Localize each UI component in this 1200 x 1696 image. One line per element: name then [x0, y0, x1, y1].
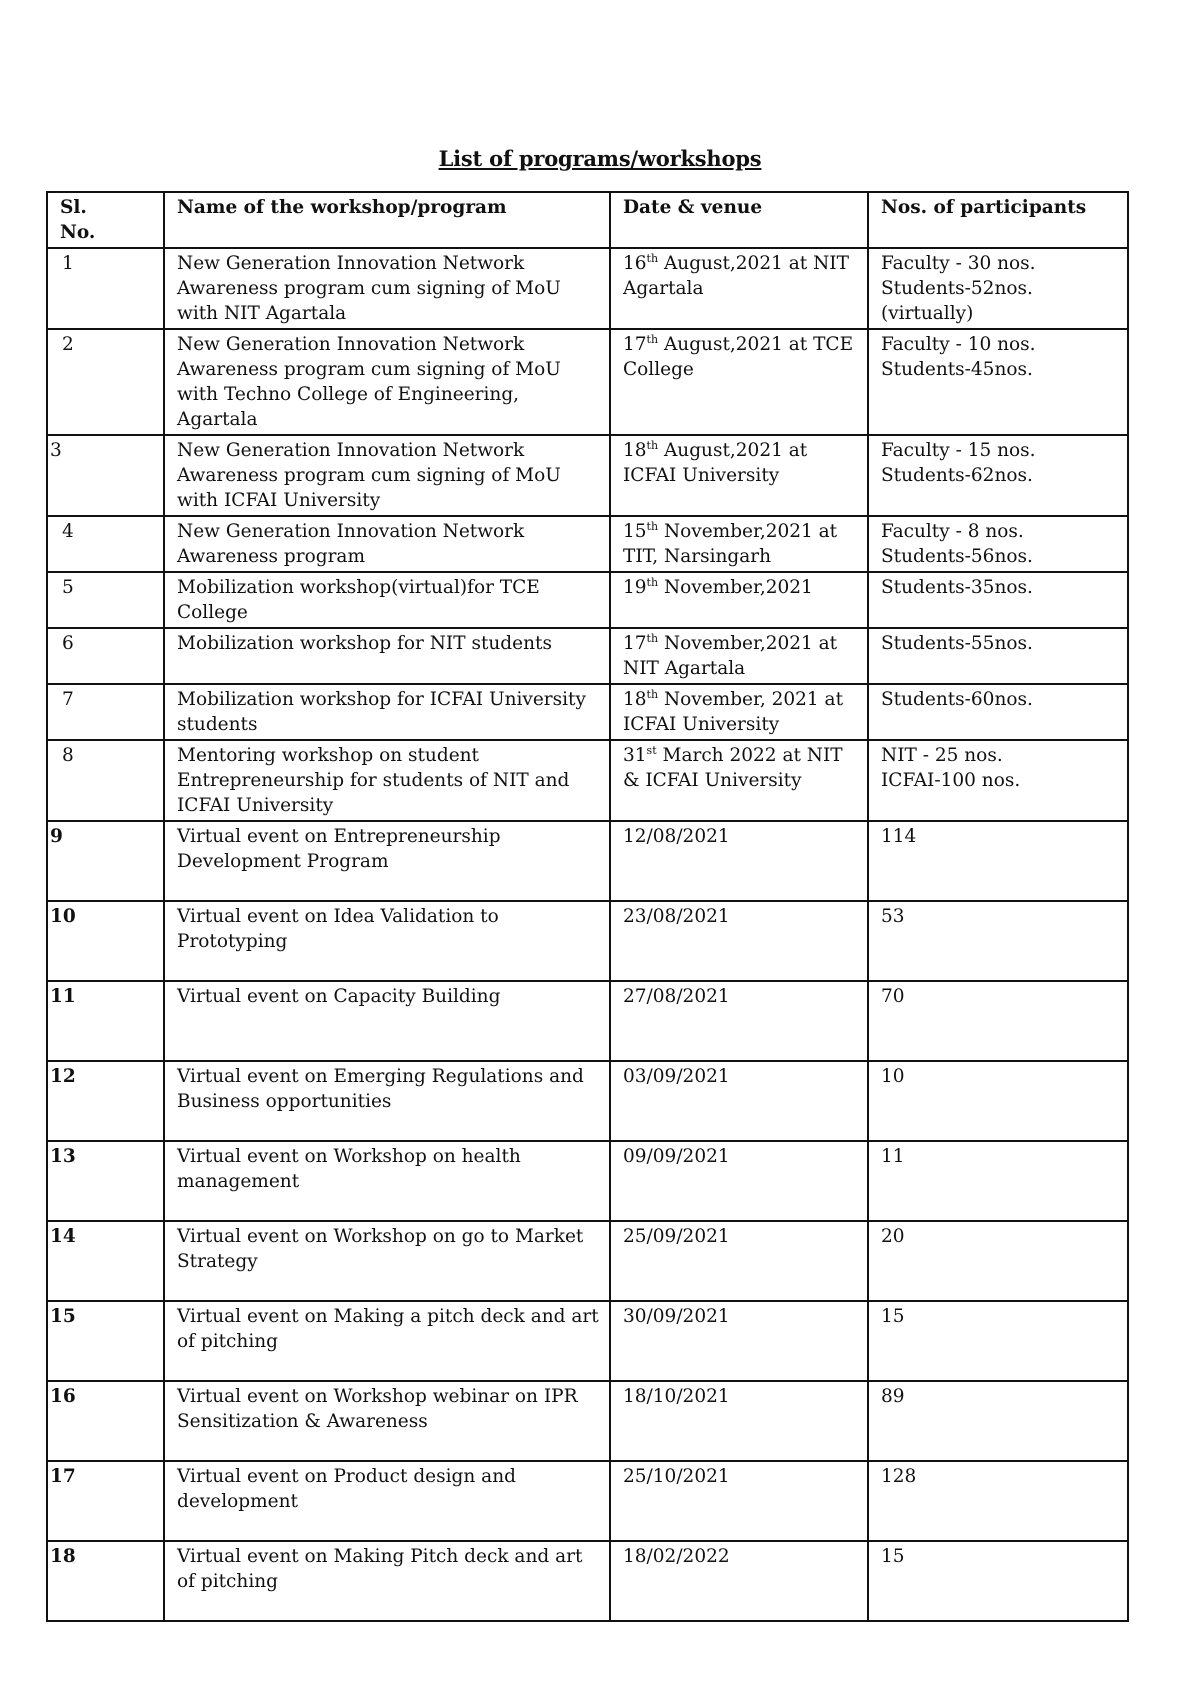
table-row — [47, 1381, 1128, 1461]
participants: Faculty - 30 nos. Students-52nos. (virtually) — [868, 248, 1128, 329]
table-row — [47, 901, 1128, 981]
date-venue: 30/09/2021 — [610, 1301, 868, 1381]
sl-no: 14 — [47, 1221, 164, 1301]
sl-no: 7 — [47, 684, 164, 740]
date-venue: 18/02/2022 — [610, 1541, 868, 1621]
sl-no: 15 — [47, 1301, 164, 1381]
date-venue: 18th November, 2021 at ICFAI University — [610, 684, 868, 740]
table-row — [47, 981, 1128, 1061]
participants: 10 — [868, 1061, 1128, 1141]
date-venue: 18th August,2021 at ICFAI University — [610, 435, 868, 516]
table-row — [47, 740, 1128, 821]
sl-no: 18 — [47, 1541, 164, 1621]
header-date-venue: Date & venue — [610, 192, 868, 248]
participants: Faculty - 15 nos. Students-62nos. — [868, 435, 1128, 516]
sl-no: 2 — [47, 329, 164, 435]
program-name: Virtual event on Capacity Building — [164, 981, 610, 1061]
participants: NIT - 25 nos. ICFAI-100 nos. — [868, 740, 1128, 821]
date-venue: 27/08/2021 — [610, 981, 868, 1061]
program-name: Virtual event on Entrepreneurship Development Program — [164, 821, 610, 901]
sl-no: 16 — [47, 1381, 164, 1461]
sl-no: 17 — [47, 1461, 164, 1541]
page-title: List of programs/workshops — [438, 146, 762, 171]
sl-no: 5 — [47, 572, 164, 628]
header-name: Name of the workshop/program — [164, 192, 610, 248]
participants: 53 — [868, 901, 1128, 981]
date-venue: 23/08/2021 — [610, 901, 868, 981]
sl-no: 1 — [47, 248, 164, 329]
program-name: Mobilization workshop(virtual)for TCE College — [164, 572, 610, 628]
programs-table — [46, 191, 1129, 1622]
date-venue: 18/10/2021 — [610, 1381, 868, 1461]
participants: 15 — [868, 1301, 1128, 1381]
participants: 114 — [868, 821, 1128, 901]
sl-no: 13 — [47, 1141, 164, 1221]
table-row — [47, 329, 1128, 435]
date-venue: 09/09/2021 — [610, 1141, 868, 1221]
participants: 89 — [868, 1381, 1128, 1461]
sl-no: 11 — [47, 981, 164, 1061]
table-row — [47, 821, 1128, 901]
program-name: Virtual event on Workshop webinar on IPR Sensitization & Awareness — [164, 1381, 610, 1461]
sl-no: 10 — [47, 901, 164, 981]
program-name: Virtual event on Making a pitch deck and art of pitching — [164, 1301, 610, 1381]
table-row — [47, 572, 1128, 628]
date-venue: 12/08/2021 — [610, 821, 868, 901]
participants: 70 — [868, 981, 1128, 1061]
date-venue: 25/10/2021 — [610, 1461, 868, 1541]
table-header-row — [47, 192, 1128, 248]
program-name: Virtual event on Making Pitch deck and art of pitching — [164, 1541, 610, 1621]
sl-no: 9 — [47, 821, 164, 901]
table-row — [47, 1061, 1128, 1141]
program-name: Virtual event on Emerging Regulations and Business opportunities — [164, 1061, 610, 1141]
program-name: Virtual event on Workshop on go to Market Strategy — [164, 1221, 610, 1301]
participants: 15 — [868, 1541, 1128, 1621]
table-row — [47, 1141, 1128, 1221]
program-name: Virtual event on Product design and development — [164, 1461, 610, 1541]
participants: 128 — [868, 1461, 1128, 1541]
program-name: Virtual event on Workshop on health management — [164, 1141, 610, 1221]
sl-no: 12 — [47, 1061, 164, 1141]
date-venue: 17th November,2021 at NIT Agartala — [610, 628, 868, 684]
participants: Students-60nos. — [868, 684, 1128, 740]
table-row — [47, 628, 1128, 684]
participants: Students-35nos. — [868, 572, 1128, 628]
participants: Faculty - 8 nos. Students-56nos. — [868, 516, 1128, 572]
program-name: New Generation Innovation Network Awareness program — [164, 516, 610, 572]
date-venue: 15th November,2021 at TIT, Narsingarh — [610, 516, 868, 572]
sl-no: 8 — [47, 740, 164, 821]
table-row — [47, 1301, 1128, 1381]
date-venue: 25/09/2021 — [610, 1221, 868, 1301]
program-name: New Generation Innovation Network Awareness program cum signing of MoU with Techno College of Engineering, Agartala — [164, 329, 610, 435]
table-row — [47, 435, 1128, 516]
program-name: Mobilization workshop for NIT students — [164, 628, 610, 684]
participants: Faculty - 10 nos. Students-45nos. — [868, 329, 1128, 435]
table-row — [47, 1221, 1128, 1301]
sl-no: 6 — [47, 628, 164, 684]
date-venue: 19th November,2021 — [610, 572, 868, 628]
program-name: New Generation Innovation Network Awareness program cum signing of MoU with ICFAI University — [164, 435, 610, 516]
table-row — [47, 1541, 1128, 1621]
sl-no: 4 — [47, 516, 164, 572]
program-name: New Generation Innovation Network Awareness program cum signing of MoU with NIT Agartala — [164, 248, 610, 329]
program-name: Virtual event on Idea Validation to Prototyping — [164, 901, 610, 981]
date-venue: 31st March 2022 at NIT & ICFAI University — [610, 740, 868, 821]
header-sl-no: Sl. No. — [47, 192, 164, 248]
header-participants: Nos. of participants — [868, 192, 1128, 248]
participants: 20 — [868, 1221, 1128, 1301]
program-name: Mentoring workshop on student Entrepreneurship for students of NIT and ICFAI University — [164, 740, 610, 821]
table-row — [47, 684, 1128, 740]
participants: 11 — [868, 1141, 1128, 1221]
sl-no: 3 — [47, 435, 164, 516]
date-venue: 16th August,2021 at NIT Agartala — [610, 248, 868, 329]
table-row — [47, 516, 1128, 572]
date-venue: 17th August,2021 at TCE College — [610, 329, 868, 435]
date-venue: 03/09/2021 — [610, 1061, 868, 1141]
program-name: Mobilization workshop for ICFAI University students — [164, 684, 610, 740]
participants: Students-55nos. — [868, 628, 1128, 684]
table-row — [47, 248, 1128, 329]
table-row — [47, 1461, 1128, 1541]
